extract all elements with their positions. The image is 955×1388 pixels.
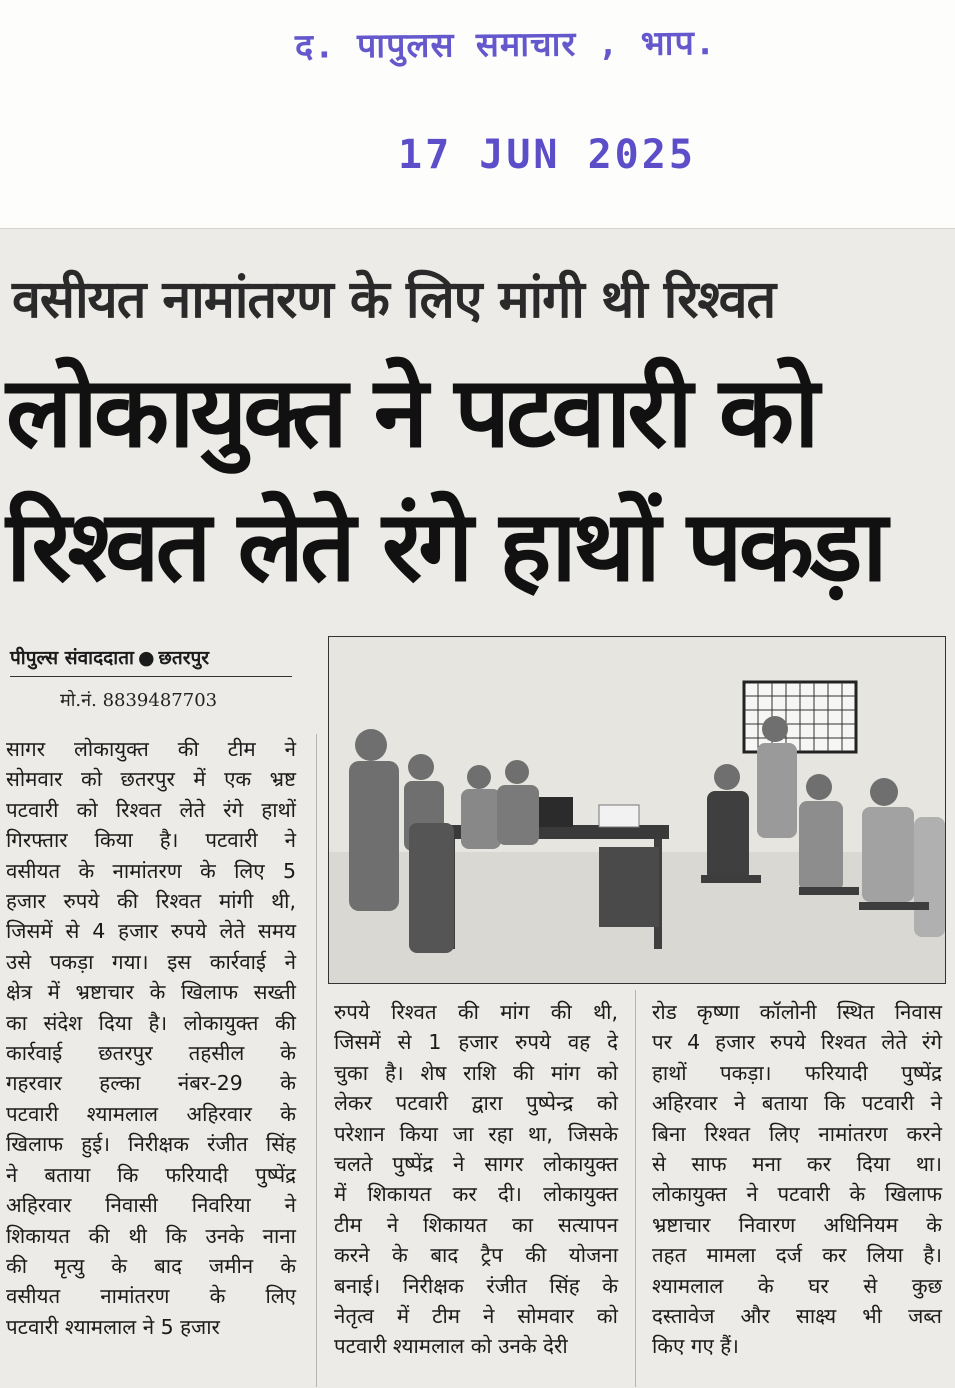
article-line: पटवारी श्यामलाल को उनके देरी: [334, 1334, 568, 1359]
article-line: से साफ मना कर दिया था।: [652, 1152, 942, 1177]
article-line: जिसमें से 4 हजार रुपये लेते समय: [6, 919, 296, 944]
article-line: चलते पुष्पेंद्र ने सागर लोकायुक्त: [334, 1152, 618, 1177]
article-line: तहत मामला दर्ज कर लिया है।: [652, 1243, 942, 1268]
article-line: बनाई। निरीक्षक रंजीत सिंह के: [334, 1273, 618, 1298]
article-column-2: [334, 997, 618, 1362]
article-line: पर 4 हजार रुपये रिश्वत लेते रंगे: [652, 1030, 942, 1055]
byline-place: छतरपुर: [158, 647, 210, 669]
article-line: हाथों पकड़ा। फरियादी पुष्पेंद्र: [652, 1060, 942, 1085]
article-line: पटवारी श्यामलाल अहिरवार के: [6, 1101, 296, 1126]
article-line: शिकायत की थी कि उनके नाना: [6, 1223, 296, 1248]
article-line: का संदेश दिया है। लोकायुक्त की: [6, 1010, 296, 1035]
article-line: अहिरवार ने बताया कि पटवारी ने: [652, 1091, 942, 1116]
byline-reporter: पीपुल्स संवाददाता: [10, 647, 134, 669]
article-line: लेकर पटवारी द्वारा पुष्पेन्द्र को: [334, 1091, 618, 1116]
date-stamp: 17 JUN 2025: [398, 132, 696, 178]
mobile-number: मो.नं. 8839487703: [60, 690, 218, 711]
article-line: गिरफ्तार किया है। पटवारी ने: [6, 828, 296, 853]
article-line: अहिरवार निवासी निवरिया ने: [6, 1193, 296, 1218]
article-line: क्षेत्र में भ्रष्टाचार के खिलाफ सख्ती: [6, 980, 296, 1005]
article-line: उसे पकड़ा गया। इस कार्रवाई ने: [6, 949, 296, 974]
article-line: दस्तावेज और साक्ष्य भी जब्त: [652, 1304, 942, 1329]
article-line: हजार रुपये की रिश्वत मांगी थी,: [6, 889, 296, 914]
article-line: किए गए हैं।: [652, 1334, 739, 1359]
article-line: लोकायुक्त ने पटवारी के खिलाफ: [652, 1182, 942, 1207]
article-line: टीम ने शिकायत का सत्यापन: [334, 1212, 618, 1237]
article-line: नेतृत्व में टीम ने सोमवार को: [334, 1304, 618, 1329]
article-line: पटवारी श्यामलाल ने 5 हजार: [6, 1314, 220, 1339]
article-line: की मृत्यु के बाद जमीन के: [6, 1253, 296, 1278]
publication-stamp: द. पापुलस समाचार , भाप.: [294, 23, 717, 67]
article-column-3: [652, 997, 942, 1362]
article-line: गहरवार हल्का नंबर-29 के: [6, 1071, 296, 1096]
article-line: श्यामलाल के घर से कुछ: [652, 1273, 942, 1298]
article-line: सोमवार को छतरपुर में एक भ्रष्ट: [6, 767, 296, 792]
column-divider: [635, 990, 636, 1387]
article-line: सागर लोकायुक्त की टीम ने: [6, 737, 296, 761]
article-line: रोड कृष्णा कॉलोनी स्थित निवास: [652, 1000, 942, 1024]
article-line: जिसमें से 1 हजार रुपये वह दे: [334, 1030, 618, 1055]
article-line: ने बताया कि फरियादी पुष्पेंद्र: [6, 1162, 296, 1187]
article-line: वसीयत के नामांतरण के लिए 5: [6, 858, 296, 883]
byline: [10, 644, 292, 677]
article-line: भ्रष्टाचार निवारण अधिनियम के: [652, 1212, 942, 1237]
article-line: खिलाफ हुई। निरीक्षक रंजीत सिंह: [6, 1132, 296, 1157]
article-line: में शिकायत कर दी। लोकायुक्त: [334, 1182, 618, 1207]
article-column-1: [6, 734, 296, 1342]
headline-line-1: लोकायुक्त ने पटवारी को: [6, 356, 816, 470]
article-line: परेशान किया जा रहा था, जिसके: [334, 1121, 618, 1146]
article-line: करने के बाद ट्रैप की योजना: [334, 1243, 618, 1268]
subheadline: वसीयत नामांतरण के लिए मांगी थी रिश्वत: [12, 270, 776, 330]
column-divider: [316, 734, 317, 1387]
article-line: रुपये रिश्वत की मांग की थी,: [334, 1000, 618, 1024]
headline-line-2: रिश्वत लेते रंगे हाथों पकड़ा: [6, 490, 884, 604]
article-line: बिना रिश्वत लिए नामांतरण करने: [652, 1121, 942, 1146]
article-line: कार्रवाई छतरपुर तहसील के: [6, 1041, 296, 1066]
article-line: वसीयत नामांतरण के लिए: [6, 1284, 296, 1309]
bullet-icon: ●: [137, 647, 155, 669]
article-line: पटवारी को रिश्वत लेते रंगे हाथों: [6, 797, 296, 822]
article-line: चुका है। शेष राशि की मांग को: [334, 1060, 618, 1085]
news-photo: [328, 636, 946, 984]
